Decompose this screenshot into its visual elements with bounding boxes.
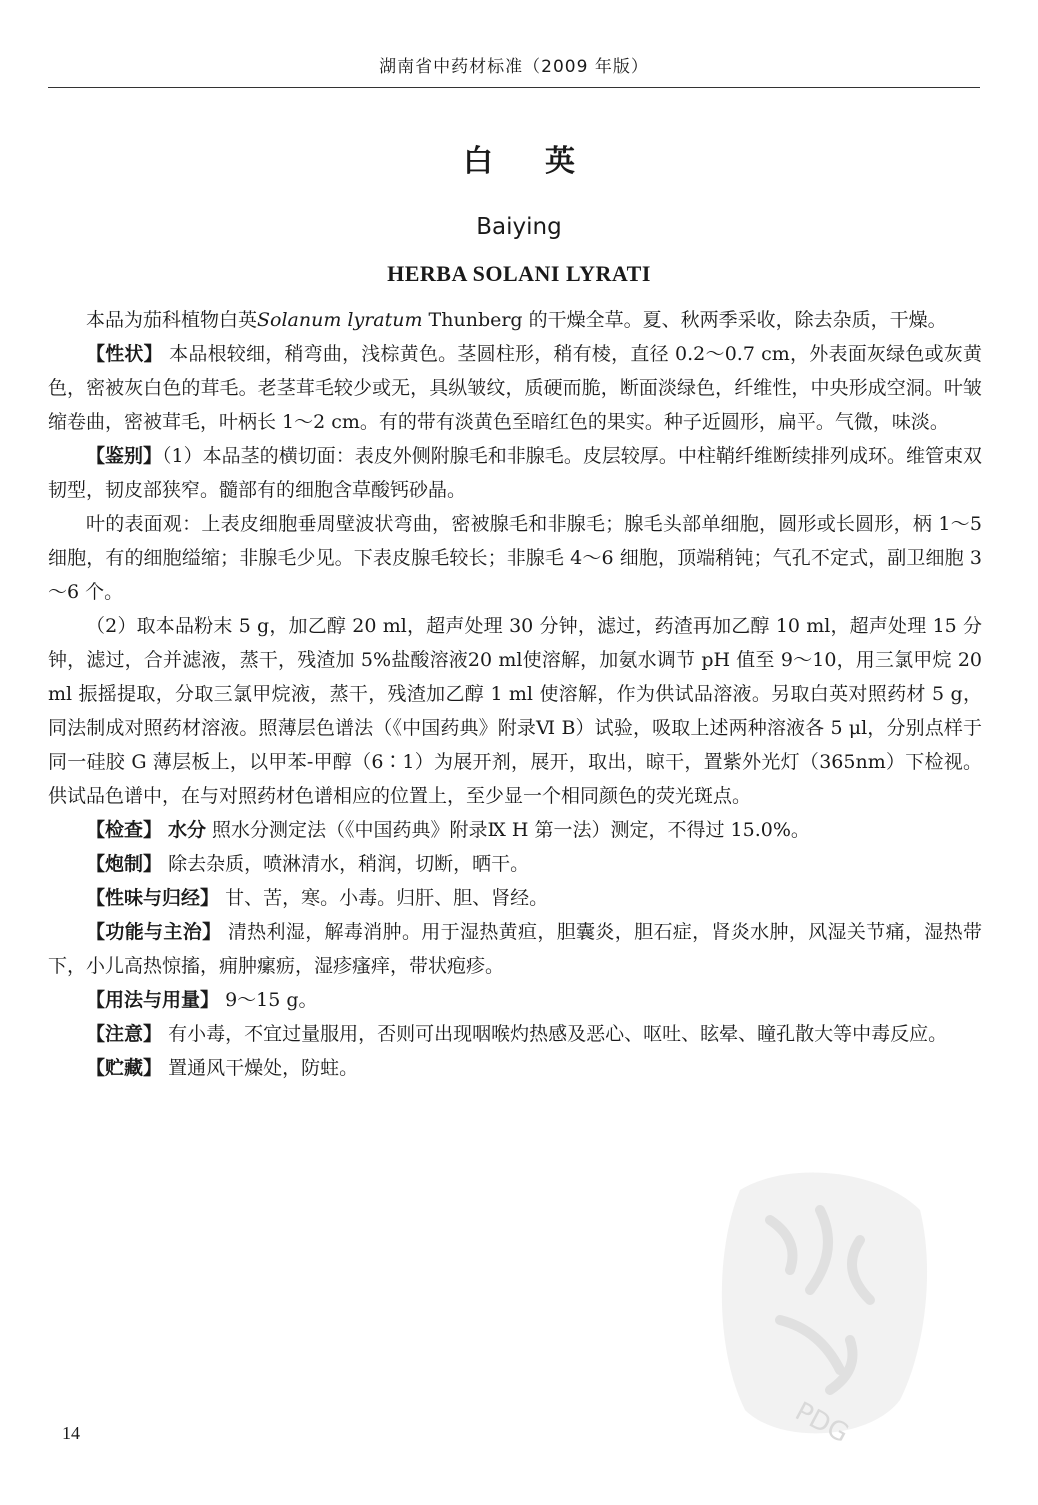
pinyin-name: Baiying <box>476 214 562 240</box>
header-rule <box>48 87 980 88</box>
section-text: 甘、苦，寒。小毒。归肝、胆、肾经。 <box>225 887 549 909</box>
section-text: 清热利湿，解毒消肿。用于湿热黄疸，胆囊炎，胆石症，肾炎水肿，风湿关节痛，湿热带下，小儿高热惊搐，痈肿瘰疬，湿疹瘙痒，带状疱疹。 <box>48 921 982 977</box>
watermark-seal <box>700 1150 940 1450</box>
section-text: 9～15 g。 <box>225 989 318 1011</box>
intro-paragraph <box>48 303 982 337</box>
section-label: 【性状】 <box>86 343 163 365</box>
section-paozhi <box>48 847 982 881</box>
running-header: 湖南省中药材标准（2009 年版） <box>379 57 649 77</box>
section-text: 照水分测定法（《中国药典》附录Ⅸ H 第一法）测定，不得过 15.0%。 <box>212 819 810 841</box>
section-label: 【鉴别】 <box>86 445 163 467</box>
jianbie-paragraph-2: 叶的表面观：上表皮细胞垂周壁波状弯曲，密被腺毛和非腺毛；腺毛头部单细胞，圆形或长圆形，柄 1～5 细胞，有的细胞缢缩；非腺毛少见。下表皮腺毛较长；非腺毛 4～6 细胞，顶端稍钝；气孔不定式，副卫细胞 3～6 个。 <box>48 513 982 603</box>
section-jianbie <box>48 439 982 507</box>
section-text: 有小毒，不宜过量服用，否则可出现咽喉灼热感及恶心、呕吐、眩晕、瞳孔散大等中毒反应。 <box>168 1023 948 1045</box>
section-text: 置通风干燥处，防蛀。 <box>168 1057 359 1079</box>
section-zhucang <box>48 1051 982 1085</box>
section-label: 【性味与归经】 <box>86 887 220 909</box>
section-label: 【贮藏】 <box>86 1057 163 1079</box>
species-name: Solanum lyratum <box>257 309 423 331</box>
section-zhuyi <box>48 1017 982 1051</box>
subsection-label: 水分 <box>168 819 207 841</box>
title-char-1: 白 <box>463 144 493 179</box>
intro-text-a: 本品为茄科植物白英 <box>86 309 258 331</box>
section-yongfa <box>48 983 982 1017</box>
section-gongneng <box>48 915 982 983</box>
section-label: 【炮制】 <box>86 853 163 875</box>
page-number: 14 <box>62 1423 80 1443</box>
section-label: 【检查】 <box>86 819 163 841</box>
monograph-body <box>48 303 982 1085</box>
page-title <box>0 136 1038 180</box>
section-text: 本品根较细，稍弯曲，浅棕黄色。茎圆柱形，稍有棱，直径 0.2～0.7 cm，外表面灰绿色或灰黄色，密被灰白色的茸毛。老茎茸毛较少或无，具纵皱纹，质硬而脆，断面淡绿色，纤维性，中央形成空洞。叶皱缩卷曲，密被茸毛，叶柄长 1～2 cm。有的带有淡黄色至暗红色的果实。种子近圆形，扁平。气微，味淡。 <box>48 343 982 433</box>
section-xingwei <box>48 881 982 915</box>
latin-name: HERBA SOLANI LYRATI <box>387 261 651 286</box>
section-label: 【注意】 <box>86 1023 163 1045</box>
jianbie-paragraph-3: （2）取本品粉末 5 g，加乙醇 20 ml，超声处理 30 分钟，滤过，药渣再加乙醇 10 ml，超声处理 15 分钟，滤过，合并滤液，蒸干，残渣加 5%盐酸溶液20 ml使溶解，加氨水调节 pH 值至 9～10，用三氯甲烷 20 ml 振摇提取，分取三氯甲烷液，蒸干，残渣加乙醇 1 ml 使溶解，作为供试品溶液。另取白英对照药材 5 g，同法制成对照药材溶液。照薄层色谱法（《中国药典》附录Ⅵ B）试验，吸取上述两种溶液各 5 μl，分别点样于同一硅胶 G 薄层板上，以甲苯-甲醇（6∶1）为展开剂，展开，取出，晾干，置紫外光灯（365nm）下检视。供试品色谱中，在与对照药材色谱相应的位置上，至少显一个相同颜色的荧光斑点。 <box>48 615 982 807</box>
section-text: 除去杂质，喷淋清水，稍润，切断，晒干。 <box>168 853 530 875</box>
section-label: 【功能与主治】 <box>86 921 222 943</box>
section-label: 【用法与用量】 <box>86 989 220 1011</box>
section-text: （1）本品茎的横切面：表皮外侧附腺毛和非腺毛。皮层较厚。中柱鞘纤维断续排列成环。维管束双韧型，韧皮部狭窄。髓部有的细胞含草酸钙砂晶。 <box>48 445 982 501</box>
intro-text-b: Thunberg 的干燥全草。夏、秋两季采收，除去杂质，干燥。 <box>422 309 947 331</box>
section-jiancha <box>48 813 982 847</box>
title-char-2: 英 <box>545 144 575 179</box>
section-xingzhuang <box>48 337 982 439</box>
watermark-text: PDG <box>790 1396 854 1450</box>
